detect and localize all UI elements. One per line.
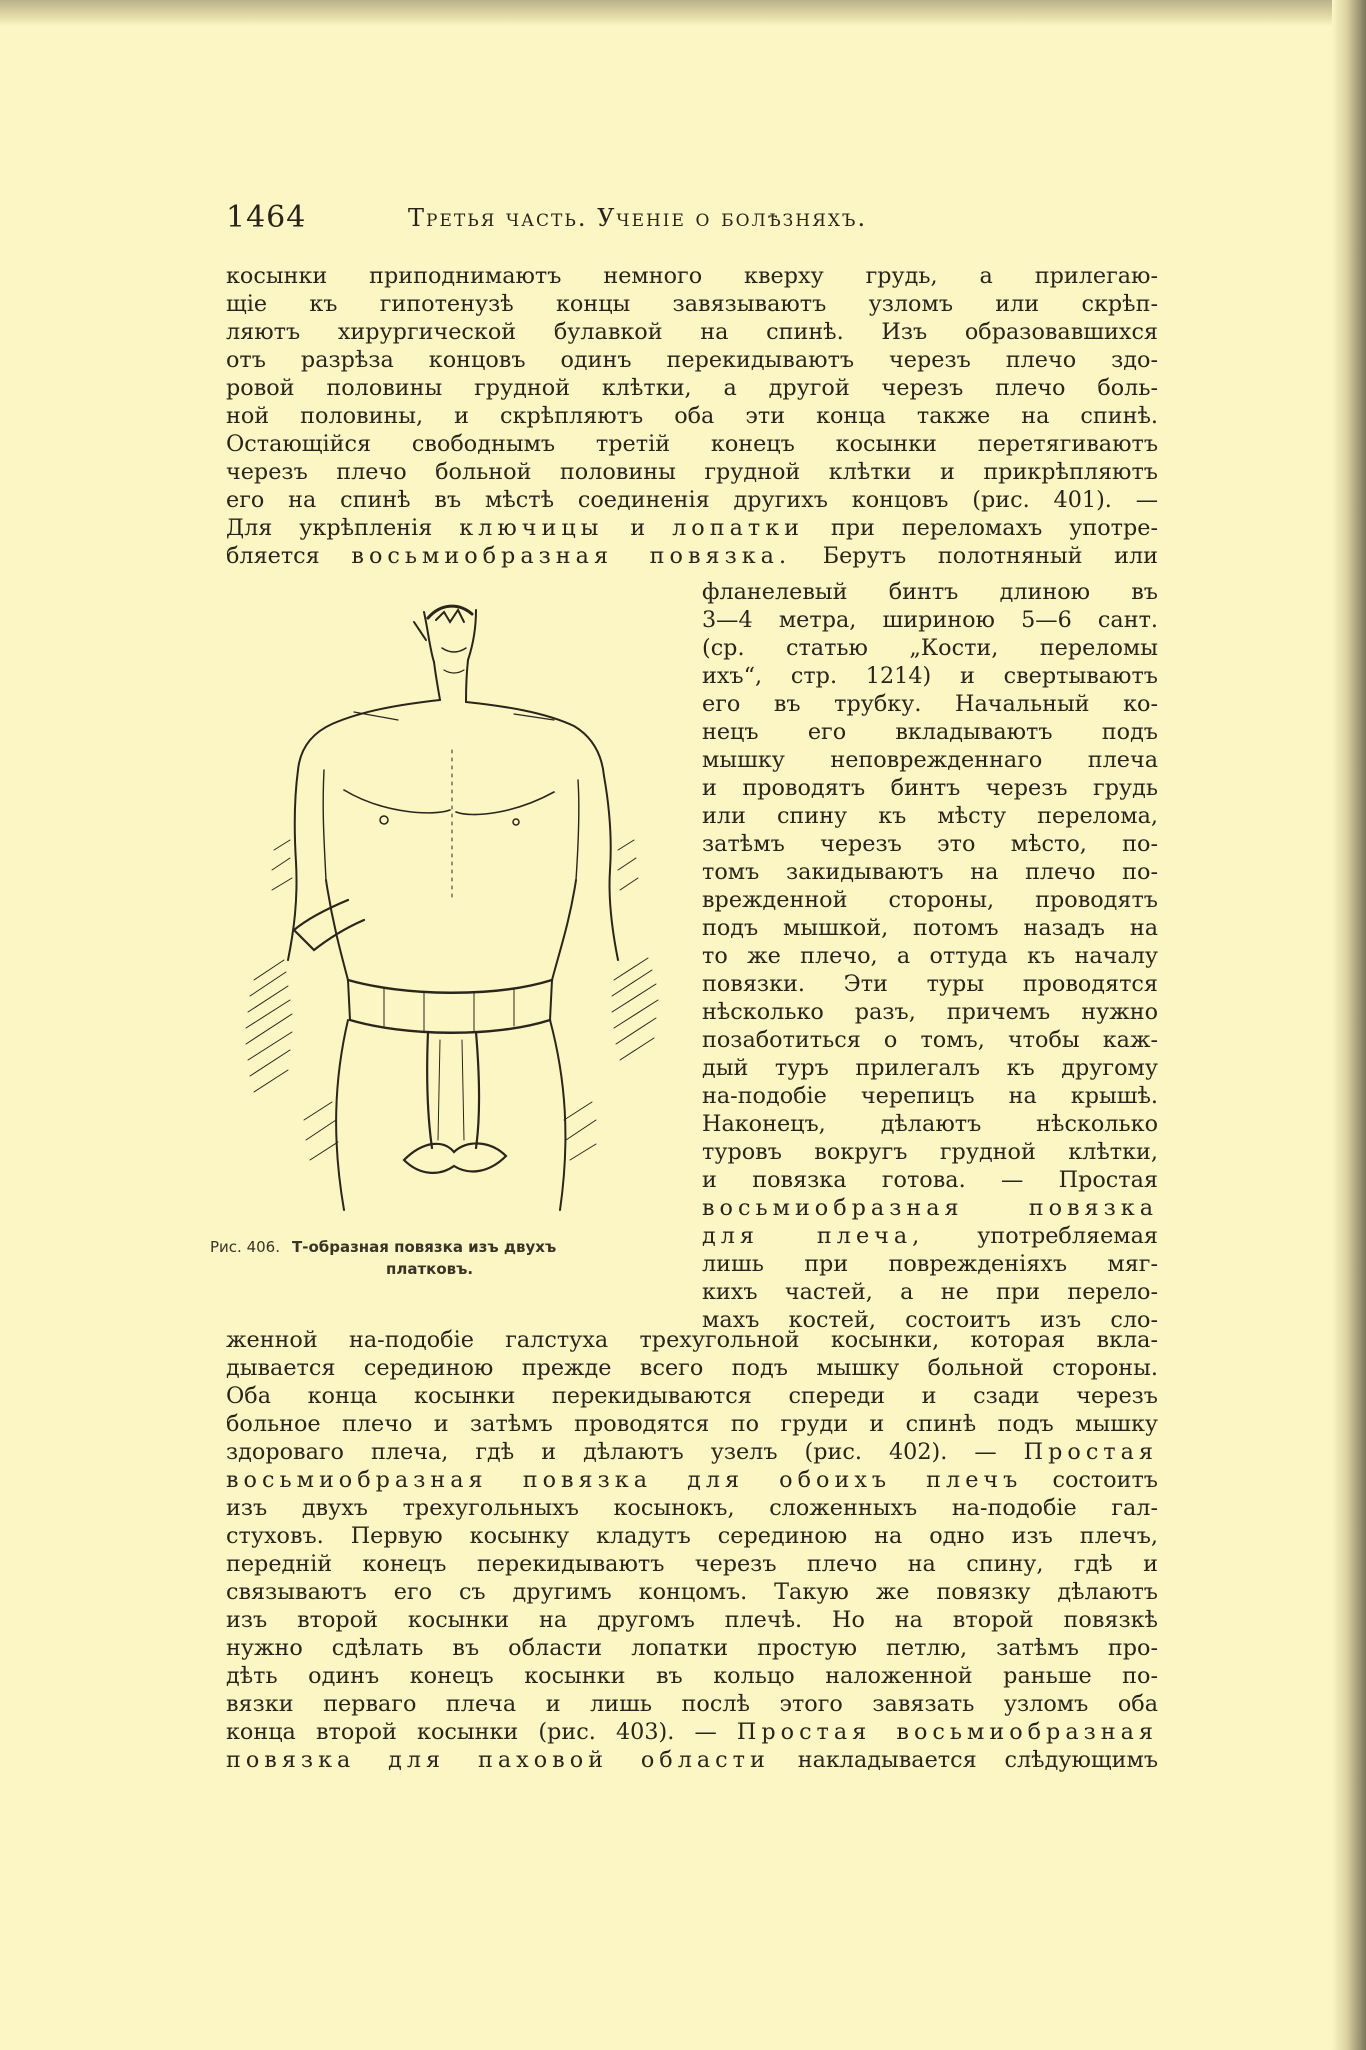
text-line: женной на-подобіе галстуха трехугольной косынки, которая вкла- [226, 1327, 1158, 1353]
text-line: черезъ плечо больной половины грудной клѣтки и прикрѣпляютъ [226, 459, 1158, 485]
spaced-term: восьмиобразная повязка. [351, 543, 792, 569]
text-line: Оба конца косынки перекидываются спереди и сзади черезъ [226, 1383, 1158, 1409]
caption-line: платковъ. [386, 1260, 474, 1278]
text-line: повязки. Эти туры проводятся [702, 971, 1158, 997]
text-line: кихъ частей, а не при перело- [702, 1279, 1158, 1305]
text-line: то же плечо, а оттуда къ началу [702, 943, 1158, 969]
text-line: стуховъ. Первую косынку кладутъ серединою на одно изъ плечъ, [226, 1523, 1158, 1549]
spaced-term: лопатки [672, 515, 804, 541]
text-line-spaced: бляется восьмиобразная повязка. Берутъ полотняный или [226, 543, 1158, 569]
spaced-term: Простая восьмиобразная [736, 1719, 1158, 1745]
text-line: нецъ его вкладываютъ подъ [702, 719, 1158, 745]
text-line: махъ костей, состоитъ изъ сло- [702, 1307, 1158, 1333]
text-line: ровой половины грудной клѣтки, а другой черезъ плечо боль- [226, 375, 1158, 401]
text-line: его въ трубку. Начальный ко- [702, 691, 1158, 717]
page-number: 1464 [226, 200, 307, 235]
text-line: Остающійся свободнымъ третій конецъ косынки перетягиваютъ [226, 431, 1158, 457]
text-line-spaced: восьмиобразная повязка для обоихъ плечъ состоитъ [226, 1467, 1158, 1493]
text-line-spaced: Для укрѣпленія ключицы и лопатки при переломахъ употре- [226, 515, 1158, 541]
text-line: больное плечо и затѣмъ проводятся по груди и спинѣ подъ мышку [226, 1411, 1158, 1437]
text-line: и проводятъ бинтъ черезъ грудь [702, 775, 1158, 801]
text-line: щіе къ гипотенузѣ концы завязываютъ узломъ или скрѣп- [226, 291, 1158, 317]
text-line: дывается серединою прежде всего подъ мышку больной стороны. [226, 1355, 1158, 1381]
text-line: его на спинѣ въ мѣстѣ соединенія другихъ концовъ (рис. 401). — [226, 487, 1158, 513]
spaced-term: ключицы [459, 515, 604, 541]
text-line: дый туръ прилегалъ къ другому [702, 1055, 1158, 1081]
text-line: врежденной стороны, проводятъ [702, 887, 1158, 913]
text-line-spaced: повязка для паховой области накладывается слѣдующимъ [226, 1747, 1159, 1773]
text-line-spaced: восьмиобразная повязка [702, 1195, 1158, 1221]
text-line: вязки перваго плеча и лишь послѣ этого завязать узломъ оба [226, 1691, 1158, 1717]
page-header [226, 198, 1156, 238]
text-line: позаботиться о томъ, чтобы каж- [702, 1027, 1158, 1053]
text-line: передній конецъ перекидываютъ черезъ плечо на спину, гдѣ и [226, 1551, 1158, 1577]
text-line-spaced: здороваго плеча, гдѣ и дѣлаютъ узелъ (рис. 402). — Простая [226, 1439, 1158, 1465]
text-line: туровъ вокругъ грудной клѣтки, [702, 1139, 1158, 1165]
text-line: нѣсколько разъ, причемъ нужно [702, 999, 1158, 1025]
text-line: мышку неповрежденнаго плеча [702, 747, 1158, 773]
text-line: (ср. статью „Кости, переломы [702, 635, 1158, 661]
text-line: ной половины, и скрѣпляютъ оба эти конца также на спинѣ. [226, 403, 1158, 429]
text-line: затѣмъ черезъ это мѣсто, по- [702, 831, 1158, 857]
side-column [702, 578, 1158, 1334]
text-line: и повязка готова. — Простая [702, 1167, 1158, 1193]
page-right-edge [1332, 0, 1366, 2050]
text-line: Наконецъ, дѣлаютъ нѣсколько [702, 1111, 1158, 1137]
text-line: 3—4 метра, шириною 5—6 сант. [702, 607, 1158, 633]
running-head: Третья часть. Ученіе о болѣзняхъ. [408, 204, 868, 232]
text-line: на-подобіе черепицъ на крышѣ. [702, 1083, 1158, 1109]
text-line: дѣть одинъ конецъ косынки въ кольцо наложенной раньше по- [226, 1663, 1158, 1689]
text-line: отъ разрѣза концовъ одинъ перекидываютъ черезъ плечо здо- [226, 347, 1158, 373]
text-line: изъ двухъ трехугольныхъ косынокъ, сложенныхъ на-подобіе гал- [226, 1495, 1158, 1521]
text-line-spaced: конца второй косынки (рис. 403). — Простая восьмиобразная [226, 1719, 1158, 1745]
torso-bandage-engraving [214, 600, 684, 1222]
text-line: изъ второй косынки на другомъ плечѣ. Но на второй повязкѣ [226, 1607, 1158, 1633]
text-line: или спину къ мѣсту перелома, [702, 803, 1158, 829]
spaced-term: для плеча, [702, 1223, 925, 1249]
figure-label: Рис. 406. [210, 1238, 280, 1256]
text-line: ляютъ хирургической булавкой на спинѣ. Изъ образовавшихся [226, 319, 1158, 345]
text-line-spaced: для плеча, употребляемая [702, 1223, 1158, 1249]
top-paragraph [226, 262, 1158, 570]
spaced-term: восьмиобразная повязка для обоихъ плечъ [226, 1467, 1023, 1493]
text-line: связываютъ его съ другимъ концомъ. Такую же повязку дѣлаютъ [226, 1579, 1158, 1605]
figure-illustration [214, 600, 684, 1222]
text-line: фланелевый бинтъ длиною въ [702, 579, 1158, 605]
page-top-edge [0, 0, 1366, 26]
text-line: ихъ“, стр. 1214) и свертываютъ [702, 663, 1158, 689]
text-line: томъ закидываютъ на плечо по- [702, 859, 1158, 885]
spaced-term: Простая [1023, 1439, 1158, 1465]
caption-line: Т-образная повязка изъ двухъ [291, 1238, 557, 1256]
text-line: нужно сдѣлать въ области лопатки простую петлю, затѣмъ про- [226, 1635, 1158, 1661]
text-line: подъ мышкой, потомъ назадъ на [702, 915, 1158, 941]
bottom-paragraph [226, 1326, 1158, 1774]
text-line: лишь при поврежденіяхъ мяг- [702, 1251, 1158, 1277]
figure-caption [210, 1236, 690, 1280]
spaced-term: повязка для паховой области [226, 1747, 770, 1773]
text-line: косынки приподнимаютъ немного кверху грудь, а прилегаю- [226, 263, 1158, 289]
